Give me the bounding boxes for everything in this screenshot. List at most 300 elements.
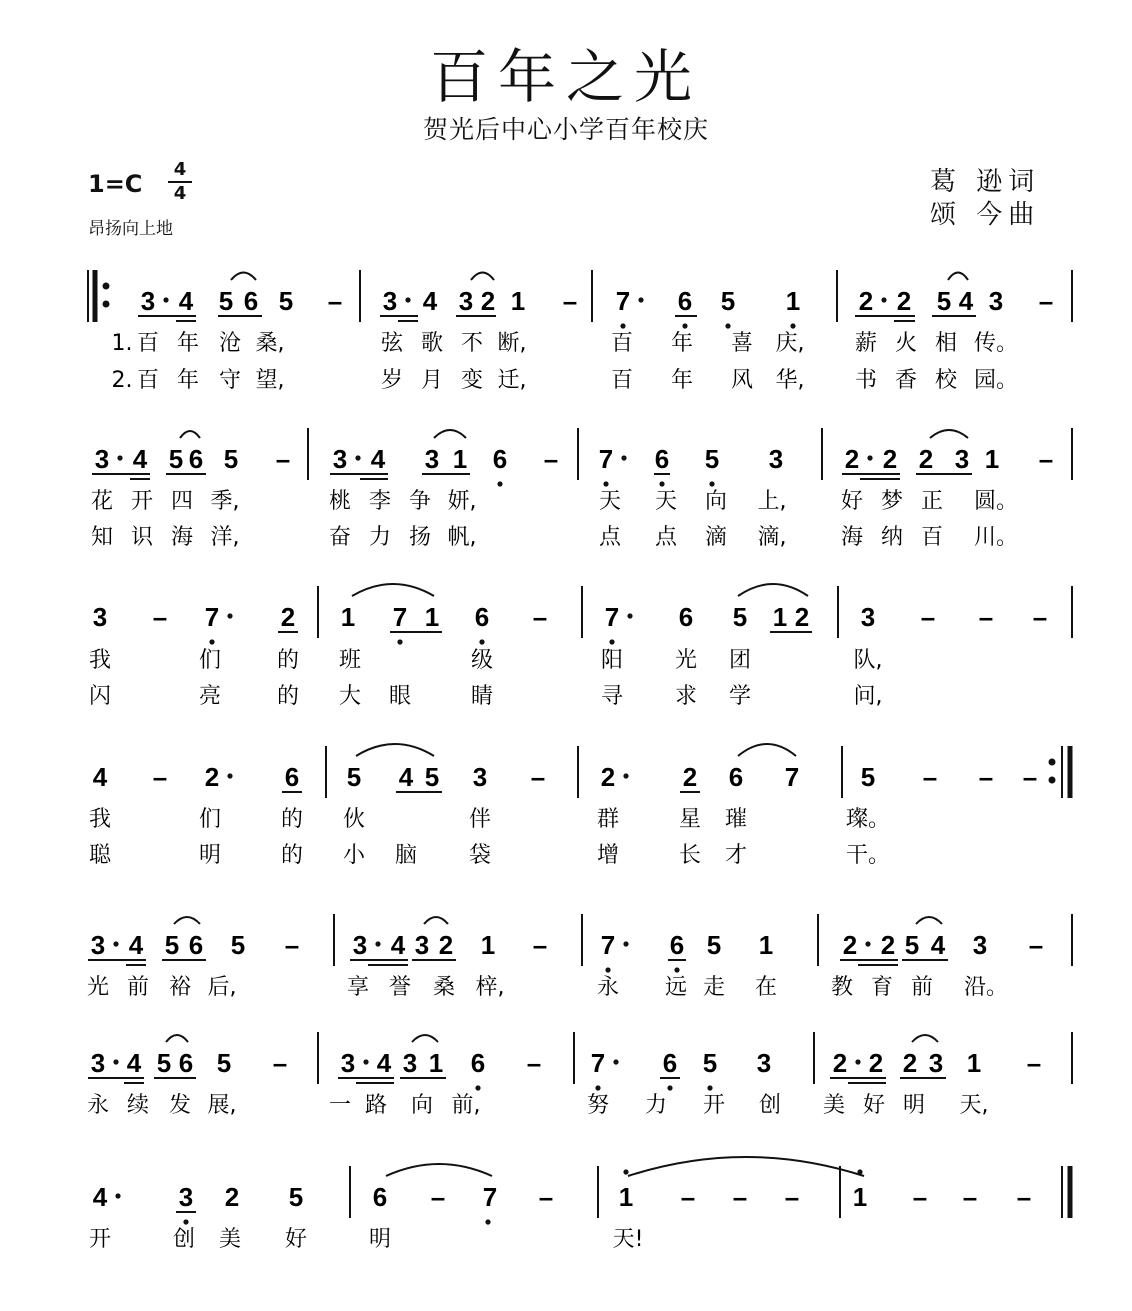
note: 2 bbox=[280, 602, 296, 632]
note: 5 bbox=[936, 286, 952, 316]
note: 5 bbox=[706, 930, 722, 960]
lyric-char: 光 bbox=[86, 975, 110, 1000]
note: 5 bbox=[702, 1048, 718, 1078]
note: – bbox=[275, 444, 291, 474]
lyric-char: 纳 bbox=[880, 525, 904, 550]
lyric-char: 风 bbox=[730, 368, 754, 393]
lyric-char: 阳 bbox=[600, 648, 624, 673]
lyric-char: 望, bbox=[255, 368, 285, 393]
note: 6 bbox=[728, 762, 744, 792]
note: 4 bbox=[930, 930, 946, 960]
repeat-dot bbox=[1049, 759, 1056, 766]
slur bbox=[166, 1035, 188, 1042]
lyric-char: 袋 bbox=[468, 843, 492, 868]
lyric-char: 学 bbox=[728, 684, 752, 709]
note: 7 bbox=[600, 930, 616, 960]
lyric-char: 我 bbox=[88, 648, 112, 673]
note: 6 bbox=[188, 930, 204, 960]
note: – bbox=[1022, 762, 1038, 792]
note: 4 bbox=[92, 1182, 108, 1212]
note: – bbox=[978, 602, 994, 632]
note: 7 bbox=[598, 444, 614, 474]
note: 4 bbox=[958, 286, 974, 316]
lyric-char: 薪 bbox=[854, 331, 878, 356]
low-octave-dot bbox=[209, 639, 214, 644]
low-octave-dot bbox=[595, 1085, 600, 1090]
lyric-char: 亮 bbox=[198, 684, 222, 709]
note: 2 bbox=[868, 1048, 884, 1078]
note: 1 bbox=[966, 1048, 982, 1078]
augmentation-dot bbox=[623, 773, 628, 778]
note: 4 bbox=[92, 762, 108, 792]
low-octave-dot bbox=[709, 481, 714, 486]
note: 3 bbox=[768, 444, 784, 474]
lyric-char: 桑, bbox=[255, 331, 285, 356]
lyric-char: 桑 bbox=[432, 975, 456, 1000]
note: 6 bbox=[662, 1048, 678, 1078]
lyric-char: 路 bbox=[364, 1093, 388, 1118]
note: 7 bbox=[604, 602, 620, 632]
note: 4 bbox=[398, 762, 414, 792]
lyric-char: 一 bbox=[328, 1093, 352, 1118]
augmentation-dot bbox=[627, 613, 632, 618]
slur bbox=[174, 917, 200, 924]
slur bbox=[180, 431, 200, 438]
note: – bbox=[530, 762, 546, 792]
song-subtitle: 贺光后中心小学百年校庆 bbox=[422, 115, 709, 144]
lyric-char: 圆。 bbox=[973, 489, 1019, 514]
lyric-char: 2. bbox=[111, 368, 133, 393]
note: 2 bbox=[858, 286, 874, 316]
note: – bbox=[1028, 930, 1044, 960]
lyric-char: 变 bbox=[460, 368, 484, 393]
note: 7 bbox=[615, 286, 631, 316]
slur bbox=[412, 1035, 438, 1042]
note: 7 bbox=[204, 602, 220, 632]
note: – bbox=[784, 1182, 800, 1212]
note: 2 bbox=[224, 1182, 240, 1212]
lyric-char: 好 bbox=[862, 1093, 886, 1118]
slur bbox=[738, 584, 808, 596]
note: 5 bbox=[346, 762, 362, 792]
note: 5 bbox=[223, 444, 239, 474]
note: 5 bbox=[216, 1048, 232, 1078]
note: – bbox=[1026, 1048, 1042, 1078]
augmentation-dot bbox=[375, 941, 380, 946]
repeat-dot bbox=[103, 283, 110, 290]
lyric-char: 前 bbox=[126, 975, 150, 1000]
note: 1 bbox=[428, 1048, 444, 1078]
note: 7 bbox=[392, 602, 408, 632]
lyric-char: 光 bbox=[674, 648, 698, 673]
augmentation-dot bbox=[115, 1193, 120, 1198]
lyric-char: 帆, bbox=[447, 525, 477, 550]
augmentation-dot bbox=[117, 455, 122, 460]
note: 3 bbox=[424, 444, 440, 474]
note: 6 bbox=[372, 1182, 388, 1212]
note: 2 bbox=[794, 602, 810, 632]
note: 5 bbox=[720, 286, 736, 316]
lyric-char: 月 bbox=[420, 368, 444, 393]
low-octave-dot bbox=[659, 481, 664, 486]
lyric-char: 四 bbox=[170, 489, 194, 514]
note: – bbox=[538, 1182, 554, 1212]
lyric-char: 前, bbox=[451, 1093, 481, 1118]
lyric-char: 年 bbox=[670, 368, 694, 393]
repeat-dot bbox=[1049, 777, 1056, 784]
lyric-char: 永 bbox=[86, 1093, 110, 1118]
lyric-char: 点 bbox=[654, 525, 678, 550]
lyric-char: 相 bbox=[934, 331, 958, 356]
lyric-char: 们 bbox=[198, 648, 222, 673]
augmentation-dot bbox=[113, 1059, 118, 1064]
note: 1 bbox=[452, 444, 468, 474]
lyric-char: 1. bbox=[111, 331, 133, 356]
low-octave-dot bbox=[605, 967, 610, 972]
note: – bbox=[284, 930, 300, 960]
note: – bbox=[543, 444, 559, 474]
lyric-char: 后, bbox=[207, 975, 237, 1000]
lyric-char: 喜 bbox=[730, 331, 754, 356]
lyric-char: 增 bbox=[596, 843, 620, 868]
slur bbox=[948, 273, 968, 281]
key-signature: 1=C bbox=[88, 170, 143, 198]
note: 6 bbox=[188, 444, 204, 474]
note: 4 bbox=[128, 930, 144, 960]
lyric-char: 向 bbox=[410, 1093, 434, 1118]
note: 3 bbox=[972, 930, 988, 960]
note: 5 bbox=[732, 602, 748, 632]
lyric-char: 寻 bbox=[600, 684, 624, 709]
lyric-char: 创 bbox=[758, 1093, 782, 1118]
note: – bbox=[152, 762, 168, 792]
note: 3 bbox=[140, 286, 156, 316]
tempo-marking: 昂扬向上地 bbox=[88, 219, 173, 239]
lyric-char: 美 bbox=[218, 1227, 242, 1252]
time-signature-denominator: 4 bbox=[173, 183, 187, 204]
note: 2 bbox=[842, 930, 858, 960]
low-octave-dot bbox=[682, 323, 687, 328]
note: 6 bbox=[178, 1048, 194, 1078]
note: 3 bbox=[332, 444, 348, 474]
note: – bbox=[920, 602, 936, 632]
note: – bbox=[526, 1048, 542, 1078]
lyric-char: 年 bbox=[176, 368, 200, 393]
slur bbox=[434, 430, 466, 438]
note: 3 bbox=[90, 1048, 106, 1078]
lyric-char: 百 bbox=[610, 368, 634, 393]
lyric-char: 庆, bbox=[775, 331, 805, 356]
lyric-char: 争 bbox=[408, 489, 432, 514]
note: 6 bbox=[470, 1048, 486, 1078]
note: 3 bbox=[90, 930, 106, 960]
note: 2 bbox=[600, 762, 616, 792]
high-octave-dot bbox=[623, 1169, 628, 1174]
augmentation-dot bbox=[227, 773, 232, 778]
lyric-char: 璨。 bbox=[845, 807, 891, 832]
lyric-char: 弦 bbox=[380, 331, 404, 356]
note: 1 bbox=[785, 286, 801, 316]
lyric-char: 璀 bbox=[724, 807, 748, 832]
lyric-char: 发 bbox=[168, 1093, 192, 1118]
lyric-char: 滴 bbox=[704, 525, 728, 550]
augmentation-dot bbox=[113, 941, 118, 946]
lyric-char: 正 bbox=[920, 489, 944, 514]
augmentation-dot bbox=[405, 297, 410, 302]
note: 4 bbox=[370, 444, 386, 474]
note: 6 bbox=[677, 286, 693, 316]
note: 6 bbox=[284, 762, 300, 792]
note: 1 bbox=[424, 602, 440, 632]
lyric-char: 前 bbox=[910, 975, 934, 1000]
lyric-char: 向 bbox=[704, 489, 728, 514]
note: 2 bbox=[896, 286, 912, 316]
lyric-char: 天! bbox=[612, 1227, 644, 1252]
low-octave-dot bbox=[620, 323, 625, 328]
lyric-char: 花 bbox=[90, 489, 114, 514]
lyric-char: 点 bbox=[598, 525, 622, 550]
note: 2 bbox=[844, 444, 860, 474]
lyric-char: 班 bbox=[338, 648, 362, 673]
low-octave-dot bbox=[497, 481, 502, 486]
lyric-char: 明 bbox=[198, 843, 222, 868]
lyric-char: 远 bbox=[664, 975, 688, 1000]
lyric-char: 火 bbox=[894, 331, 918, 356]
lyric-char: 开 bbox=[702, 1093, 726, 1118]
note: – bbox=[922, 762, 938, 792]
lyric-char: 育 bbox=[870, 975, 894, 1000]
note: 5 bbox=[164, 930, 180, 960]
lyric-char: 扬 bbox=[408, 525, 432, 550]
lyric-char: 群 bbox=[596, 807, 620, 832]
slur bbox=[386, 1164, 492, 1176]
lyric-char: 的 bbox=[280, 807, 304, 832]
lyricist-credit: 葛 逊词 bbox=[930, 167, 1041, 197]
lyric-char: 天, bbox=[959, 1093, 989, 1118]
augmentation-dot bbox=[881, 297, 886, 302]
note: 2 bbox=[438, 930, 454, 960]
augmentation-dot bbox=[363, 1059, 368, 1064]
augmentation-dot bbox=[623, 941, 628, 946]
lyric-char: 长 bbox=[678, 843, 702, 868]
note: 6 bbox=[492, 444, 508, 474]
note: 3 bbox=[928, 1048, 944, 1078]
lyric-char: 华, bbox=[775, 368, 805, 393]
slur bbox=[738, 744, 796, 756]
lyric-char: 歌 bbox=[420, 331, 444, 356]
note: 2 bbox=[880, 930, 896, 960]
lyric-char: 川。 bbox=[973, 525, 1019, 550]
song-title: 百年之光 bbox=[429, 43, 702, 111]
lyric-char: 睛 bbox=[470, 684, 494, 709]
lyric-char: 开 bbox=[88, 1227, 112, 1252]
low-octave-dot bbox=[485, 1219, 490, 1224]
lyric-char: 星 bbox=[678, 807, 702, 832]
note: 1 bbox=[852, 1182, 868, 1212]
note: 7 bbox=[482, 1182, 498, 1212]
lyric-char: 妍, bbox=[447, 489, 477, 514]
lyric-char: 享 bbox=[346, 975, 370, 1000]
augmentation-dot bbox=[613, 1059, 618, 1064]
lyric-char: 明 bbox=[902, 1093, 926, 1118]
lyric-char: 李 bbox=[368, 489, 392, 514]
note: 5 bbox=[278, 286, 294, 316]
note: 2 bbox=[480, 286, 496, 316]
lyric-char: 沧 bbox=[218, 331, 242, 356]
lyric-char: 走 bbox=[702, 975, 726, 1000]
note: 4 bbox=[376, 1048, 392, 1078]
lyric-char: 知 bbox=[90, 525, 114, 550]
note: 2 bbox=[902, 1048, 918, 1078]
lyric-char: 沿。 bbox=[963, 975, 1009, 1000]
lyric-char: 断, bbox=[497, 331, 527, 356]
lyric-char: 问, bbox=[853, 684, 883, 709]
augmentation-dot bbox=[621, 455, 626, 460]
slur bbox=[471, 273, 494, 281]
lyric-char: 团 bbox=[728, 648, 752, 673]
low-octave-dot bbox=[707, 1085, 712, 1090]
low-octave-dot bbox=[790, 323, 795, 328]
lyric-char: 年 bbox=[670, 331, 694, 356]
lyric-char: 不 bbox=[460, 331, 484, 356]
note: 2 bbox=[204, 762, 220, 792]
note: 3 bbox=[94, 444, 110, 474]
repeat-dot bbox=[103, 301, 110, 308]
lyric-char: 伙 bbox=[342, 807, 366, 832]
note: 3 bbox=[988, 286, 1004, 316]
note: 3 bbox=[472, 762, 488, 792]
note: – bbox=[532, 602, 548, 632]
lyric-char: 海 bbox=[840, 525, 864, 550]
note: 2 bbox=[882, 444, 898, 474]
lyric-char: 续 bbox=[126, 1093, 150, 1118]
low-octave-dot bbox=[479, 639, 484, 644]
note: – bbox=[1016, 1182, 1032, 1212]
slur bbox=[356, 744, 434, 756]
lyric-char: 誉 bbox=[388, 975, 412, 1000]
lyric-char: 我 bbox=[88, 807, 112, 832]
time-signature-numerator: 4 bbox=[173, 159, 187, 180]
note: 1 bbox=[480, 930, 496, 960]
augmentation-dot bbox=[855, 1059, 860, 1064]
note: 5 bbox=[288, 1182, 304, 1212]
note: – bbox=[732, 1182, 748, 1212]
note: – bbox=[327, 286, 343, 316]
note: 2 bbox=[918, 444, 934, 474]
lyric-char: 裕 bbox=[168, 975, 192, 1000]
lyric-char: 明 bbox=[368, 1227, 392, 1252]
low-octave-dot bbox=[609, 639, 614, 644]
lyric-char: 开 bbox=[130, 489, 154, 514]
note: 6 bbox=[474, 602, 490, 632]
low-octave-dot bbox=[475, 1085, 480, 1090]
lyric-char: 迁, bbox=[497, 368, 527, 393]
lyric-char: 努 bbox=[586, 1093, 610, 1118]
slur bbox=[628, 1157, 864, 1176]
lyric-char: 好 bbox=[840, 489, 864, 514]
note: – bbox=[912, 1182, 928, 1212]
lyric-char: 传。 bbox=[973, 331, 1019, 356]
note: 2 bbox=[682, 762, 698, 792]
note: – bbox=[962, 1182, 978, 1212]
augmentation-dot bbox=[163, 297, 168, 302]
augmentation-dot bbox=[638, 297, 643, 302]
note: 1 bbox=[758, 930, 774, 960]
low-octave-dot bbox=[725, 323, 730, 328]
note: 3 bbox=[414, 930, 430, 960]
note: 1 bbox=[984, 444, 1000, 474]
note: 1 bbox=[618, 1182, 634, 1212]
note: 4 bbox=[132, 444, 148, 474]
lyric-char: 百 bbox=[920, 525, 944, 550]
lyric-char: 季, bbox=[210, 489, 240, 514]
note: 3 bbox=[860, 602, 876, 632]
note: 4 bbox=[390, 930, 406, 960]
note: 3 bbox=[92, 602, 108, 632]
lyric-char: 桃 bbox=[328, 489, 352, 514]
note: 3 bbox=[352, 930, 368, 960]
lyric-char: 教 bbox=[830, 975, 854, 1000]
lyric-char: 才 bbox=[724, 843, 748, 868]
slur bbox=[231, 273, 256, 281]
note: 6 bbox=[669, 930, 685, 960]
low-octave-dot bbox=[603, 481, 608, 486]
slur bbox=[912, 1035, 938, 1042]
lyric-char: 奋 bbox=[328, 525, 352, 550]
note: 4 bbox=[178, 286, 194, 316]
note: – bbox=[430, 1182, 446, 1212]
lyric-char: 在 bbox=[754, 975, 778, 1000]
note: 3 bbox=[954, 444, 970, 474]
note: 1 bbox=[772, 602, 788, 632]
slur bbox=[930, 430, 968, 438]
lyric-char: 展, bbox=[207, 1093, 237, 1118]
note: – bbox=[978, 762, 994, 792]
note: 6 bbox=[678, 602, 694, 632]
augmentation-dot bbox=[865, 941, 870, 946]
note: 7 bbox=[784, 762, 800, 792]
lyric-char: 守 bbox=[218, 368, 242, 393]
note: 3 bbox=[756, 1048, 772, 1078]
low-octave-dot bbox=[183, 1219, 188, 1224]
lyric-char: 级 bbox=[470, 648, 494, 673]
lyric-char: 创 bbox=[172, 1227, 196, 1252]
note: – bbox=[272, 1048, 288, 1078]
lyric-char: 的 bbox=[276, 648, 300, 673]
lyric-char: 百 bbox=[136, 368, 160, 393]
note: 4 bbox=[422, 286, 438, 316]
lyric-char: 岁 bbox=[380, 368, 404, 393]
lyric-char: 力 bbox=[368, 525, 392, 550]
lyric-char: 干。 bbox=[845, 843, 891, 868]
note: 3 bbox=[178, 1182, 194, 1212]
lyric-char: 天 bbox=[598, 489, 622, 514]
lyric-char: 梦 bbox=[880, 489, 904, 514]
lyric-char: 永 bbox=[596, 975, 620, 1000]
lyric-char: 队, bbox=[853, 648, 883, 673]
note: 4 bbox=[126, 1048, 142, 1078]
note: 1 bbox=[340, 602, 356, 632]
lyric-char: 百 bbox=[610, 331, 634, 356]
lyric-char: 书 bbox=[854, 368, 878, 393]
note: – bbox=[1038, 286, 1054, 316]
augmentation-dot bbox=[867, 455, 872, 460]
high-octave-dot bbox=[857, 1169, 862, 1174]
lyric-char: 小 bbox=[342, 843, 366, 868]
lyric-char: 美 bbox=[822, 1093, 846, 1118]
low-octave-dot bbox=[397, 639, 402, 644]
note: – bbox=[680, 1182, 696, 1212]
